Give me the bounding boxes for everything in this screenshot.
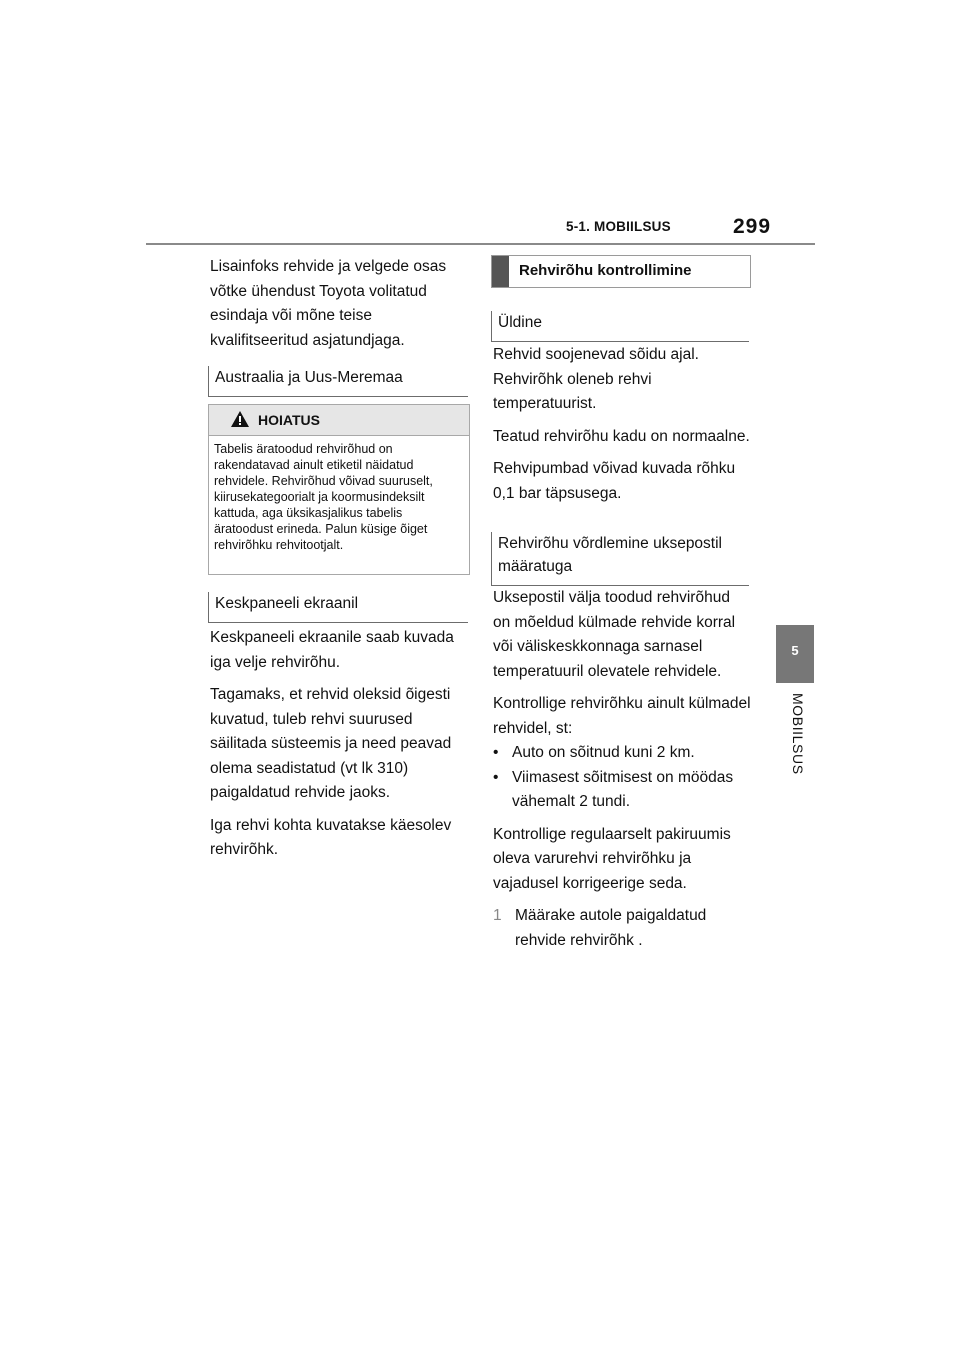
warning-box	[208, 404, 470, 575]
section-title-box	[491, 255, 751, 288]
list-item	[493, 741, 751, 766]
section-title: Rehvirõhu kontrollimine	[519, 262, 692, 279]
subhead-general: Üldine	[491, 311, 749, 342]
warning-header	[209, 405, 469, 436]
step-number: 1	[493, 907, 502, 924]
general-paragraph-2: Teatud rehvirõhu kadu on normaalne.	[493, 427, 750, 445]
subhead-australia: Austraalia ja Uus-Meremaa	[208, 366, 468, 397]
bullet-text-2: Viimasest sõitmisest on möödas vähemalt 2 tundi.	[512, 768, 734, 810]
list-item	[493, 766, 751, 815]
left-body	[210, 626, 468, 871]
right-body-1	[493, 343, 751, 514]
step-item	[493, 904, 751, 953]
warning-title: HOIATUS	[258, 412, 320, 428]
display-paragraph-2: Tagamaks, et rehvid oleksid õigesti kuvatud, tuleb rehvi suurused säilitada süsteemis ja need peavad olema seadistatud (vt lk 310) paigaldatud rehvide jaoks.	[210, 686, 452, 801]
left-intro	[210, 255, 468, 361]
subhead-compare: Rehvirõhu võrdlemine uksepostil määratuga	[491, 532, 749, 586]
page-number: 299	[733, 215, 772, 238]
step-text: Määrake autole paigaldatud rehvide rehvirõhk .	[515, 907, 707, 949]
intro-paragraph: Lisainfoks rehvide ja velgede osas võtke ühendust Toyota volitatud esindaja või mõne teise kvalifitseeritud asjatundjaga.	[210, 258, 447, 349]
compare-paragraph-3: Kontrollige regulaarselt pakiruumis oleva varurehvi rehvirõhku ja vajadusel korrigeerige seda.	[493, 825, 731, 892]
section-header: 5-1. MOBIILSUS	[566, 219, 671, 234]
chapter-tab	[776, 625, 814, 683]
chapter-label: MOBIILSUS	[790, 693, 806, 775]
warning-triangle-icon	[230, 410, 250, 428]
bullet-text-1: Auto on sõitnud kuni 2 km.	[512, 744, 695, 761]
general-paragraph-1: Rehvid soojenevad sõidu ajal. Rehvirõhk oleneb rehvi temperatuurist.	[493, 346, 699, 412]
general-paragraph-3: Rehvipumbad võivad kuvada rõhku 0,1 bar täpsusega.	[493, 460, 736, 502]
subhead-display: Keskpaneeli ekraanil	[208, 592, 468, 623]
bullet-icon: •	[493, 768, 499, 786]
chapter-number: 5	[791, 643, 799, 658]
bullet-icon: •	[493, 744, 499, 761]
display-paragraph-3: Iga rehvi kohta kuvatakse käesolev rehvirõhk.	[210, 816, 452, 858]
section-title-bar	[492, 256, 509, 287]
compare-paragraph-2: Kontrollige rehvirõhku ainult külmadel rehvidel, st:	[493, 695, 751, 737]
display-paragraph-1: Keskpaneeli ekraanile saab kuvada iga velje rehvirõhu.	[210, 629, 454, 671]
right-body-2	[493, 586, 751, 953]
header-rule	[146, 243, 815, 245]
warning-text: Tabelis äratoodud rehvirõhud on rakendatavad ainult etiketil näidatud rehvidele. Rehvirõhud võivad suuruselt, kiirusekategoorialt ja koormusindeksilt kattuda, aga üksikasjalikus tabelis äratoodust erineda. Palun küsige õiget rehvirõhku rehvitootjalt.	[214, 442, 433, 552]
compare-paragraph-1: Uksepostil välja toodud rehvirõhud on mõeldud külmade rehvide korral või väliskeskkonnaga sarnasel temperatuuril olevatele rehvidele.	[493, 589, 736, 680]
